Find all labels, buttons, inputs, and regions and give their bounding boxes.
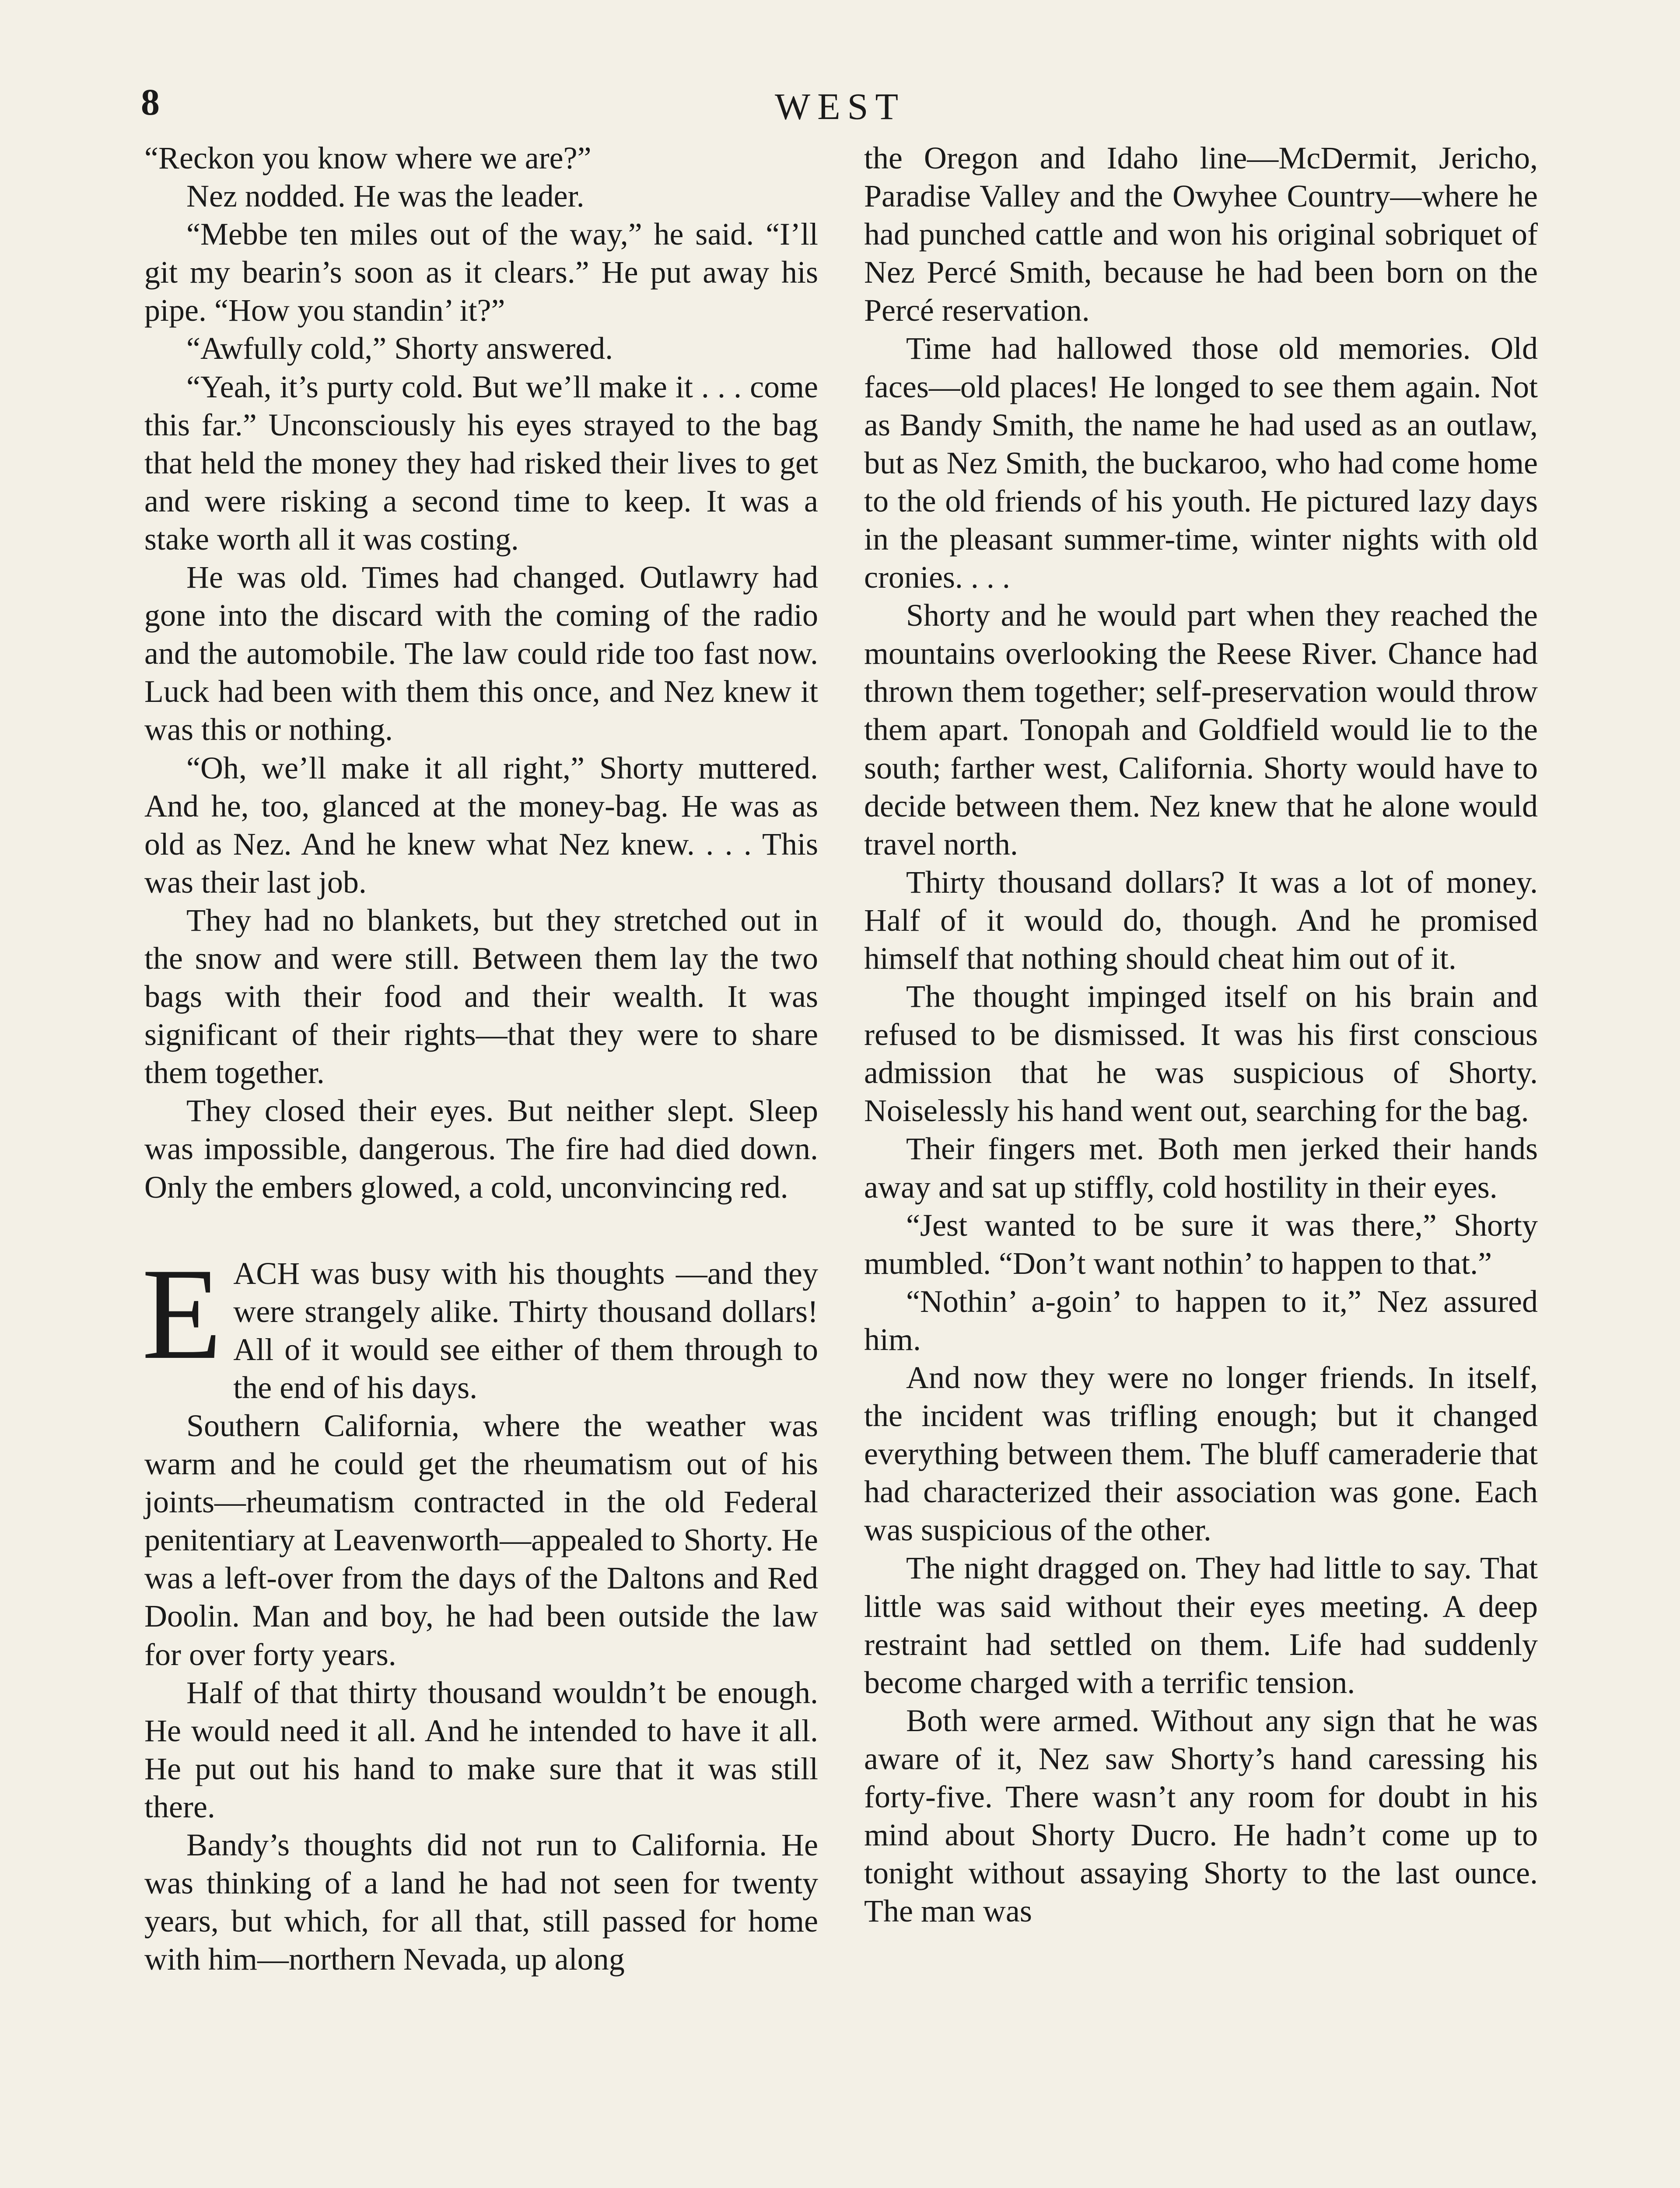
paragraph-text: ACH was busy with his thoughts —and they were strangely alike. Thirty thousand dollars! All of it would see either of them through to the end of his days. (233, 1255, 818, 1405)
paragraph: “Oh, we’ll make it all right,” Shorty muttered. And he, too, glanced at the money-bag. He was as old as Nez. And he knew what Nez knew. . . . This was their last job. (144, 750, 818, 900)
paragraph: Bandy’s thoughts did not run to California. He was thinking of a land he had not seen for twenty years, but which, for all that, still passed for home with him—northern Nevada, up along (144, 1827, 818, 1977)
paragraph: “Jest wanted to be sure it was there,” Shorty mumbled. “Don’t want nothin’ to happen to that.” (864, 1207, 1538, 1281)
paragraph: Thirty thousand dollars? It was a lot of money. Half of it would do, though. And he promised himself that nothing should cheat him out of it. (864, 864, 1538, 976)
drop-cap-paragraph (142, 1241, 818, 1407)
paragraph: The night dragged on. They had little to say. That little was said without their eyes meeting. A deep restraint had settled on them. Life had suddenly become charged with a terrific tension. (864, 1550, 1538, 1700)
paragraph: the Oregon and Idaho line—McDermit, Jericho, Paradise Valley and the Owyhee Country—where he had punched cattle and won his original sobriquet of Nez Percé Smith, because he had been born on the Percé reservation. (864, 140, 1538, 328)
drop-cap: E (142, 1241, 222, 1386)
page-number: 8 (141, 81, 160, 123)
paragraph: Their fingers met. Both men jerked their hands away and sat up stiffly, cold hostility in their eyes. (864, 1131, 1538, 1205)
paragraph: Nez nodded. He was the leader. (186, 179, 584, 214)
paragraph: Time had hallowed those old memories. Old faces—old places! He longed to see them again. Not as Bandy Smith, the name he had used as an outlaw, but as Nez Smith, the buckaroo, who had come home to the old friends of his youth. He pictured lazy days in the pleasant summer-time, winter nights with old cronies. . . . (864, 331, 1538, 595)
right-column (864, 139, 1538, 1930)
paragraph: And now they were no longer friends. In itself, the incident was trifling enough; but it changed everything between them. The bluff cameraderie that had characterized their association was gone. Each was suspicious of the other. (864, 1360, 1538, 1548)
section-break (144, 1206, 818, 1255)
paragraph: “Yeah, it’s purty cold. But we’ll make it . . . come this far.” Unconsciously his eyes strayed to the bag that held the money they had risked their lives to get and were risking a second time to keep. It was a stake worth all it was costing. (144, 369, 818, 557)
left-column (144, 139, 818, 1978)
paragraph: Half of that thirty thousand wouldn’t be enough. He would need it all. And he intended to have it all. He put out his hand to make sure that it was still there. (144, 1675, 818, 1824)
paragraph: “Reckon you know where we are?” (144, 140, 592, 175)
paragraph: “Nothin’ a-goin’ to happen to it,” Nez assured him. (864, 1283, 1538, 1357)
paragraph: They had no blankets, but they stretched out in the snow and were still. Between them lay the two bags with their food and their wealth. It was significant of their rights—that they were to share them together. (144, 902, 818, 1090)
paragraph: Southern California, where the weather was warm and he could get the rheumatism out of his joints—rheumatism contracted in the old Federal penitentiary at Leavenworth—appealed to Shorty. He was a left-over from the days of the Daltons and Red Doolin. Man and boy, he had been outside the law for over forty years. (144, 1408, 818, 1672)
paragraph: He was old. Times had changed. Outlawry had gone into the discard with the coming of the radio and the automobile. The law could ride too fast now. Luck had been with them this once, and Nez knew it was this or nothing. (144, 560, 818, 747)
paragraph: “Awfully cold,” Shorty answered. (186, 331, 613, 366)
running-head: WEST (774, 85, 906, 127)
paragraph: Both were armed. Without any sign that he was aware of it, Nez saw Shorty’s hand caressing his forty-five. There wasn’t any room for doubt in his mind about Shorty Ducro. He hadn’t come up to tonight without assaying Shorty to the last ounce. The man was (864, 1703, 1538, 1929)
paragraph: “Mebbe ten miles out of the way,” he said. “I’ll git my bearin’s soon as it clears.” He put away his pipe. “How you standin’ it?” (144, 217, 818, 328)
paragraph: Shorty and he would part when they reached the mountains overlooking the Reese River. Chance had thrown them together; self-preservation would throw them apart. Tonopah and Goldfield would lie to the south; farther west, California. Shorty would have to decide between them. Nez knew that he alone would travel north. (864, 598, 1538, 862)
paragraph: They closed their eyes. But neither slept. Sleep was impossible, dangerous. The fire had died down. Only the embers glowed, a cold, unconvincing red. (144, 1093, 818, 1205)
paragraph: The thought impinged itself on his brain and refused to be dismissed. It was his first conscious admission that he was suspicious of Shorty. Noiselessly his hand went out, searching for the bag. (864, 979, 1538, 1129)
